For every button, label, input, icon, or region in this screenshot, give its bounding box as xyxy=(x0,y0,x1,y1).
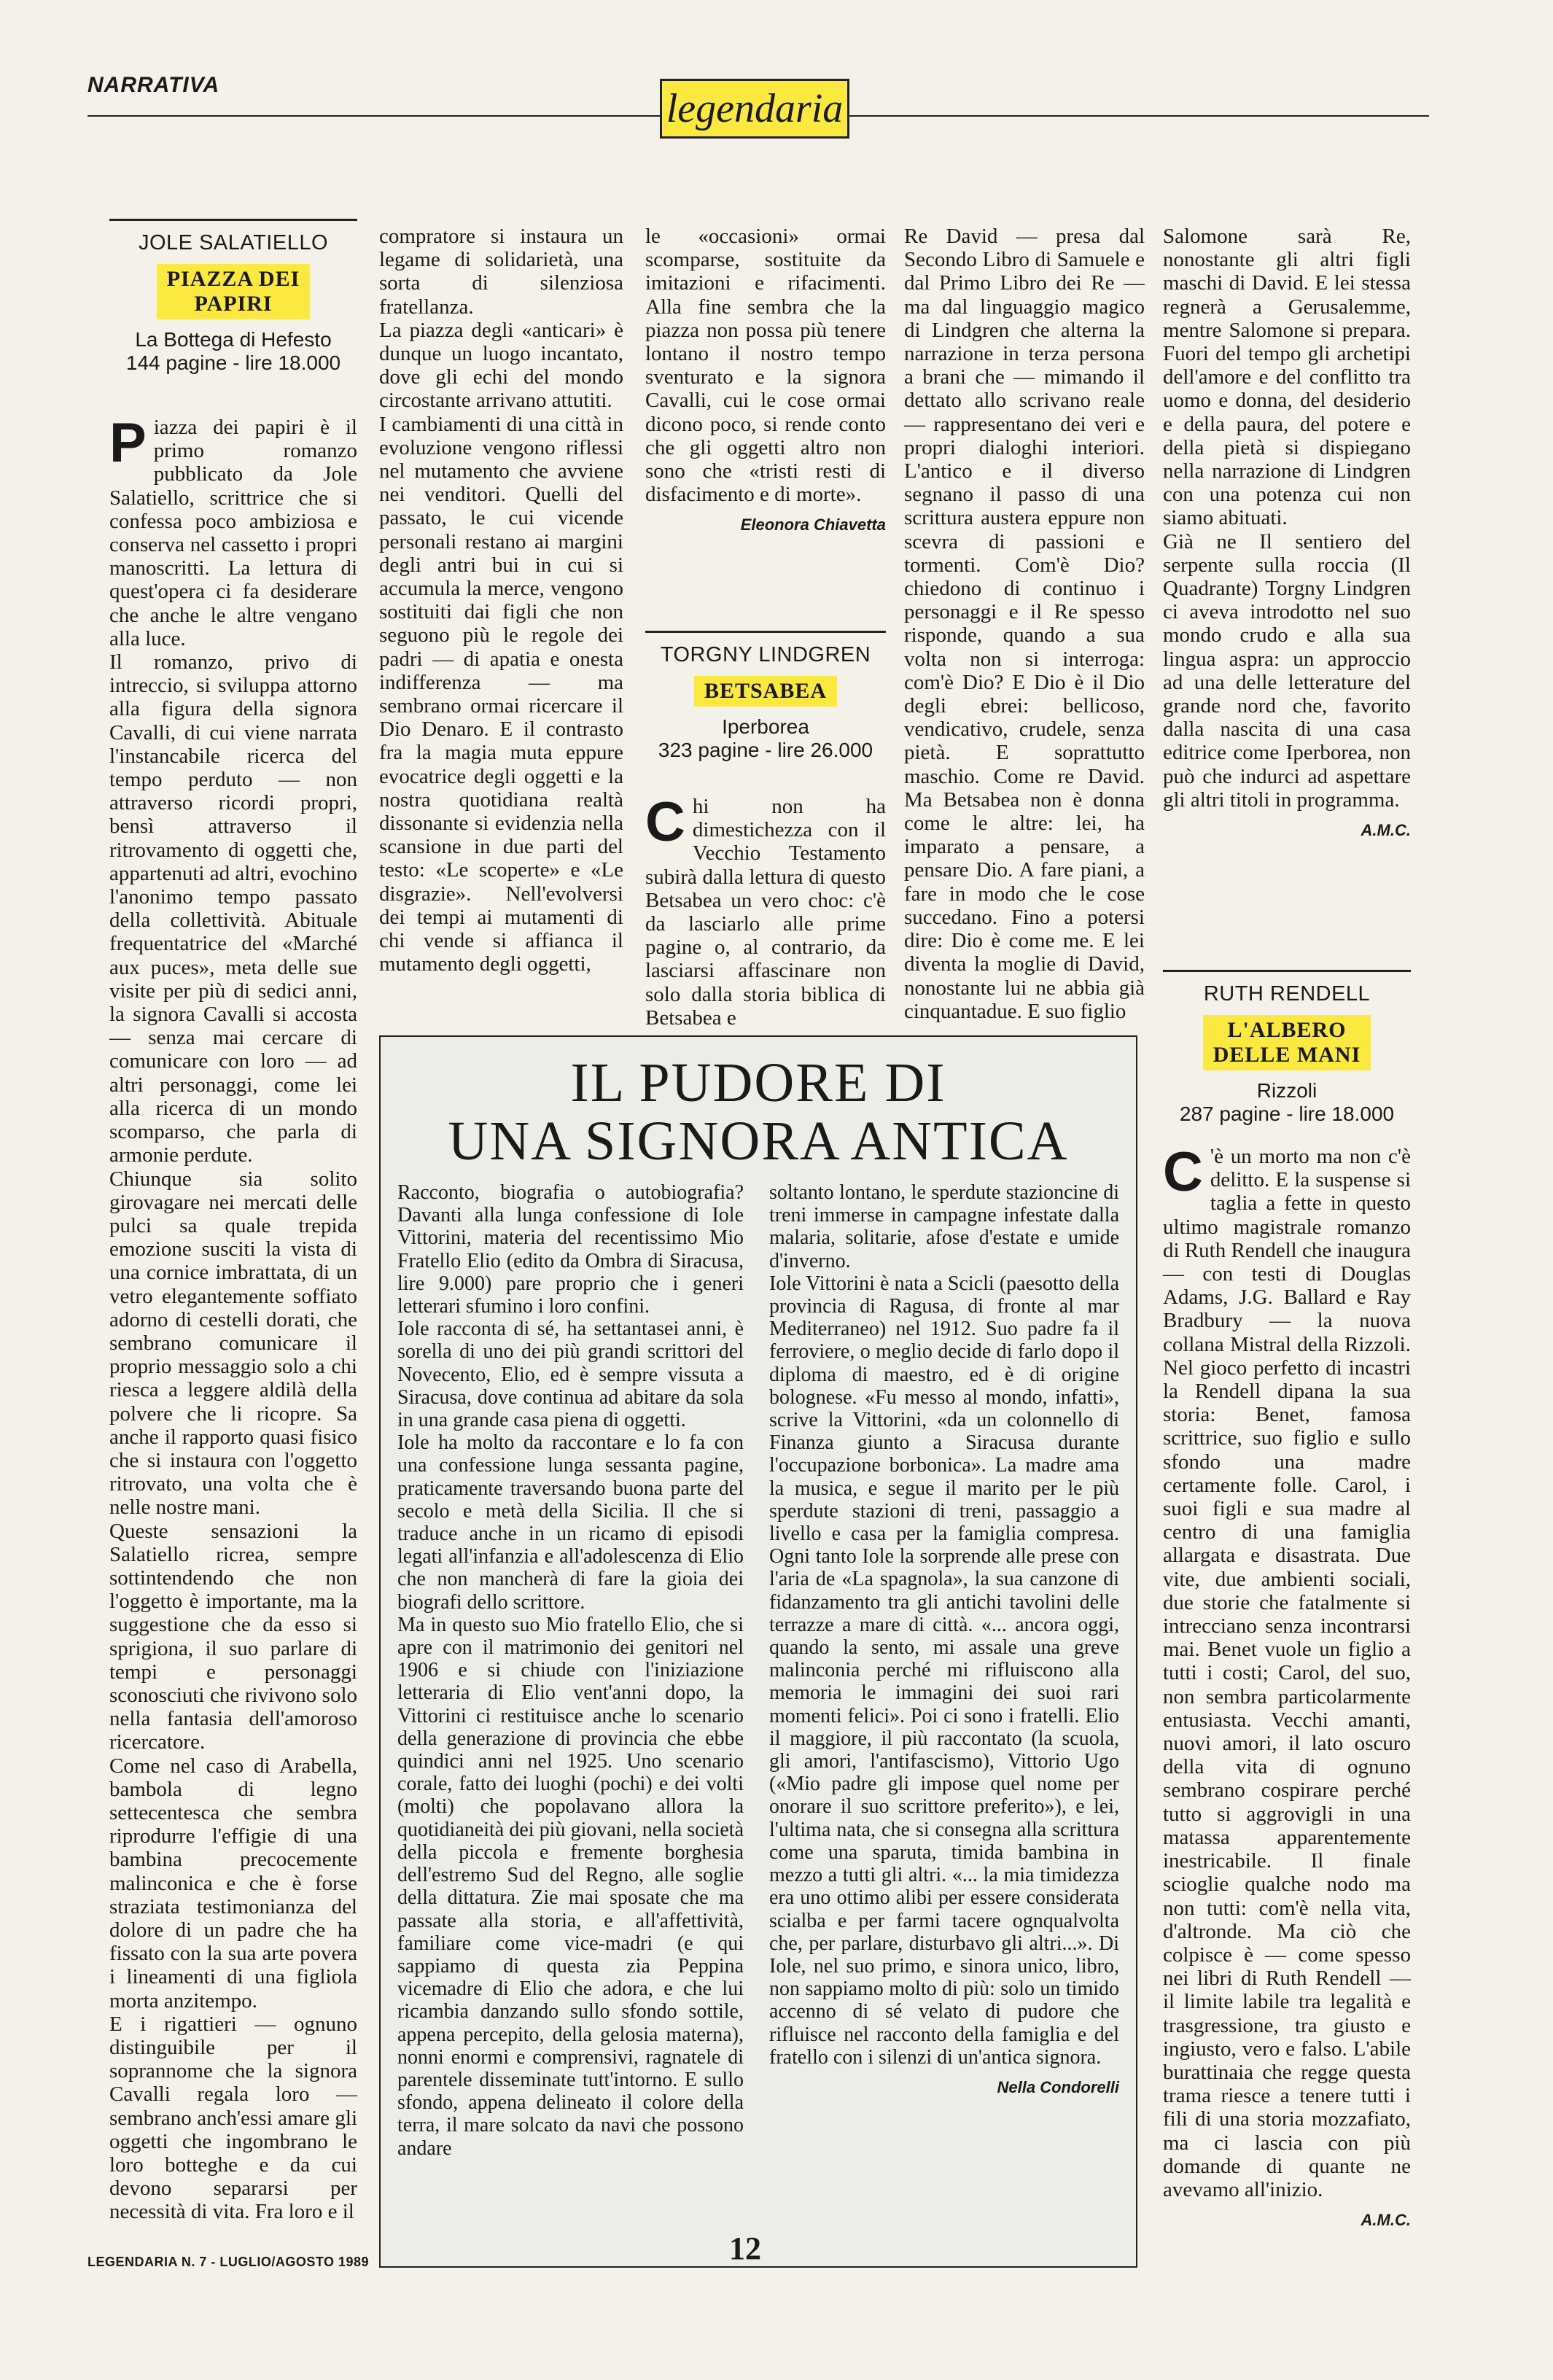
book-title: BETSABEA xyxy=(694,676,837,707)
paragraph: Già ne Il sentiero del serpente sulla roccia (Il Quadrante) Torgny Lindgren ci aveva introdotto nel suo mondo crudo e alla sua lingua aspra: un approccio ad una delle letterature del grande nord che, favorito dalla nascita di una casa editrice come Iperborea, non può che indurci ad aspettare gli altri titoli in programma. xyxy=(1163,529,1411,812)
book-title xyxy=(157,264,311,319)
review-column-3 xyxy=(645,225,886,575)
book-details: 323 pagine - lire 26.000 xyxy=(658,739,873,761)
review-column-5b xyxy=(1163,1141,1411,2253)
book-publisher: La Bottega di Hefesto xyxy=(135,328,332,351)
paragraph: Chiunque sia solito girovagare nei mercati delle pulci sa quale trepida emozione susciti la vista di una cornice imbrattata, di un vetro elegantemente soffiato adorno di cestelli dorati, che sembrano comunicare il proprio messaggio solo a chi riesca a leggere aldilà della polvere che li ricopre. Sa anche il rapporto quasi fisico che si instaura con l'oggetto ritrovato, una volta che è nelle nostre mani. xyxy=(109,1167,357,1520)
author-signature: Eleonora Chiavetta xyxy=(740,516,886,534)
book-details: 287 pagine - lire 18.000 xyxy=(1179,1102,1395,1125)
review-column-2 xyxy=(379,225,623,1012)
paragraph: Iole racconta di sé, ha settantasei anni, è sorella di uno dei più grandi scrittori del Novecento, Elio, ed è sempre vissuta a Siracusa, dove continua ad abitare da sola in una grande casa piena di oggetti. xyxy=(397,1318,744,1432)
section-label: NARRATIVA xyxy=(87,73,220,97)
review-column-1 xyxy=(109,412,357,2246)
paragraph: Salomone sarà Re, nonostante gli altri figli maschi di David. E lei stessa regnerà a Gerusalemme, mentre Salomone si prepara. Fuori del tempo gli archetipi dell'amore e del conflitto tra uomo e donna, del desiderio e della paura, del potere e della pietà si dispiegano nella narrazione di Lindgren con una potenza cui non siamo abituati. xyxy=(1163,225,1411,530)
book-title xyxy=(1203,1015,1371,1070)
author-signature: Nella Condorelli xyxy=(997,2077,1119,2096)
book-publisher: Iperborea xyxy=(722,715,809,738)
feature-title-line: IL PUDORE DI xyxy=(570,1052,946,1113)
book-info-lindgren xyxy=(645,631,886,762)
book-rule xyxy=(1163,970,1411,972)
paragraph: 'è un morto ma non c'è delitto. E la suspense si taglia a fette in questo ultimo magistrale romanzo di Ruth Rendell che inaugura — con testi di Douglas Adams, J.G. Ballard e Ray Bradbury — la nuova collana Mistral della Rizzoli. Nel gioco perfetto di incastri la Rendell dipana la sua storia: Benet, famosa scrittrice, suo figlio e sullo sfondo una madre certamente folle. Carol, i suoi figli e sua madre al centro di una famiglia allargata e disastrata. Due vite, due ambienti sociali, due storie che fatalmente si intrecciano senza incontrarsi mai. Benet vuole un figlio a tutti i costi; Carol, del suo, non sembra particolarmente entusiasta. Vecchi amanti, nuovi amori, il lato oscuro della vita di ognuno sembrano cospirare perché tutto si aggrovigli in una matassa apparentemente inestricabile. Il finale scioglie qualche nodo ma non tutti: com'è nella vita, d'altronde. Ma ciò che colpisce è — come spesso nei libri di Ruth Rendell — il limite labile tra legalità e trasgressione, tra giusto e ingiusto, vero e falso. L'abile burattinaia che regge questa trama riesce a tenere tutti i fili di una storia mozzafiato, ma ci lascia con più domande di quante ne avevamo all'inizio. xyxy=(1163,1145,1411,2201)
paragraph: soltanto lontano, le sperdute stazioncine di treni immerse in campagne infestate dalla malaria, solitarie, afose d'estate e umide d'inverno. xyxy=(769,1181,1119,1272)
page-number: 12 xyxy=(729,2231,761,2266)
feature-title-line: UNA SIGNORA ANTICA xyxy=(448,1111,1069,1172)
book-author: RUTH RENDELL xyxy=(1203,982,1371,1006)
book-info-rendell xyxy=(1163,970,1411,1126)
paragraph: E i rigattieri — ognuno distinguibile per il soprannome che la signora Cavalli regala loro — sembrano anch'essi amare gli oggetti che ingombrano le loro botteghe e da cui devono separarsi per necessità di vita. Fra loro e il xyxy=(109,2012,357,2224)
book-title-line: PAPIRI xyxy=(194,292,273,316)
paragraph: hi non ha dimestichezza con il Vecchio Testamento subirà dalla lettura di questo Betsabea un vero choc: c'è da lasciarlo alle prime pagine o, al contrario, da lasciarsi affascinare non solo dalla storia biblica di Betsabea e xyxy=(645,795,886,1030)
feature-column-2 xyxy=(769,1181,1119,2253)
book-info-salatiello xyxy=(109,219,357,375)
book-details: 144 pagine - lire 18.000 xyxy=(125,351,341,374)
paragraph: Ma in questo suo Mio fratello Elio, che si apre con il matrimonio dei genitori nel 1906 e si chiude con l'iniziazione letteraria di Elio vent'anni dopo, la Vittorini ci restituisce anche lo scenario della generazione di provincia che ebbe quindici anni nel 1925. Uno scenario corale, fatto dei luoghi (pochi) e dei volti (molti) che popolavano allora la quotidianeità dei più giovani, nella società della piccola e fremente borghesia dell'estremo Sud del Regno, alle soglie della dittatura. Zie mai sposate che ma passate alla storia, e all'affettività, familiare come vice-madri (e qui sappiamo di questa zia Peppina vicemadre di Elio che adora, e che lui ricambia danzando sullo sfondo sottile, appena percepito, della gelosia materna), nonni enormi e comprensivi, ragnatele di parentele disseminate tutt'intorno. E sullo sfondo, appena delineato il colore della terra, il mare solcato da navi che possono andare xyxy=(397,1613,744,2160)
book-author: TORGNY LINDGREN xyxy=(660,643,871,666)
book-rule xyxy=(109,219,357,221)
book-title-line: PIAZZA DEI xyxy=(166,267,300,291)
book-title-line: L'ALBERO xyxy=(1227,1018,1347,1042)
book-author: JOLE SALATIELLO xyxy=(138,231,329,254)
review-column-4 xyxy=(904,225,1145,1023)
author-signature: A.M.C. xyxy=(1361,821,1411,840)
paragraph: Iole ha molto da raccontare e lo fa con una confessione lunga sessanta pagine, praticamente traversando buona parte del secolo e metà della Sicilia. Il che si traduce anche in un ricamo di episodi legati all'infanzia e all'adolescenza di Elio che non mancherà di fare la gioia dei biografi dello scrittore. xyxy=(397,1431,744,1614)
review-column-5 xyxy=(1163,225,1411,881)
paragraph: iazza dei papiri è il primo romanzo pubblicato da Jole Salatiello, scrittrice che si confessa poco ambiziosa e conserva nel cassetto i propri manoscritti. La lettura di quest'opera ci fa desiderare che anche le altre vengano alla luce. xyxy=(109,416,357,650)
paragraph: le «occasioni» ormai scomparse, sostituite da imitazioni e rifacimenti. Alla fine sembra che la piazza non possa più tenere lontano il nostro tempo sventurato e la signora Cavalli, cui le cose ormai dicono poco, si rende conto che gli oggetti altro non sono che «tristi resti di disfacimento e di morte». xyxy=(645,225,886,507)
footer-issue: LEGENDARIA N. 7 - LUGLIO/AGOSTO 1989 xyxy=(87,2255,370,2269)
author-signature: A.M.C. xyxy=(1361,2211,1411,2230)
review-column-3b xyxy=(645,791,886,1030)
book-publisher: Rizzoli xyxy=(1256,1079,1317,1102)
paragraph: compratore si instaura un legame di solidarietà, una sorta di silenziosa fratellanza. xyxy=(379,225,623,319)
feature-title xyxy=(379,1054,1137,1170)
paragraph: Re David — presa dal Secondo Libro di Samuele e dal Primo Libro dei Re — ma dal linguaggio magico di Lindgren che alterna la narrazione in terza persona a brani che — mimando il dettato allo scrivano reale — rappresentano dei veri e propri dialoghi interiori. L'antico e il diverso segnano il passo di una scrittura austera eppure non scevra di passioni e tormenti. Com'è Dio? chiedono di continuo i personaggi e il Re spesso risponde, quando a sua volta non si interroga: com'è Dio? E Dio è il Dio degli ebrei: bellicoso, vendicativo, crudele, senza pietà. E soprattutto maschio. Come re David. Ma Betsabea non è donna come le altre: lei, ha imparato a pensare, a pensare Dio. A fare piani, a fare in modo che le cose succedano. Fino a potersi dire: Dio è come me. E lei diventa la moglie di David, nonostante lui ne abbia già cinquantadue. E suo figlio xyxy=(904,225,1145,1023)
drop-cap: P xyxy=(109,412,147,474)
paragraph: I cambiamenti di una città in evoluzione vengono riflessi nel mutamento che avviene nei venditori. Quelli del passato, le cui vicende personali restano ai margini degli antri bui in cui si accumula la merce, vengono sostituiti dai figli che non seguono più le regole dei padri — di apatia e onesta indifferenza — ma sembrano ormai ricercare il Dio Denaro. E il contrasto fra la magia muta eppure evocatrice degli oggetti e la nostra quotidiana realtà dissonante si evidenzia nella scansione in due parti del testo: «Le scoperte» e «Le disgrazie». Nell'evolversi dei tempi ai mutamenti di chi vende si affianca il mutamento degli oggetti, xyxy=(379,412,623,976)
paragraph: Il romanzo, privo di intreccio, si sviluppa attorno alla figura della signora Cavalli, di cui viene narrata l'instancabile ricerca del tempo perduto — non attraverso ricordi propri, bensì attraverso il ritrovamento di oggetti che, appartenuti ad altri, evochino l'anonimo tempo passato della collettività. Abituale frequentatrice del «Marché aux puces», meta delle sue visite per più di sedici anni, la signora Cavalli si accosta — senza mai cercare di comunicare con loro — ad altri personaggi, come lei alla ricerca di un mondo scomparso, che parla di armonie perdute. xyxy=(109,650,357,1167)
drop-cap: C xyxy=(1163,1141,1203,1203)
paragraph: Come nel caso di Arabella, bambola di legno settecentesca che sembra riprodurre l'effigie di una bambina precocemente malinconica e che è forse straziata testimonianza del dolore di un padre che ha fissato con la sua arte povera i lineamenti di una figliola morta anzitempo. xyxy=(109,1754,357,2012)
magazine-logo: legendaria xyxy=(660,79,849,139)
paragraph: Iole Vittorini è nata a Scicli (paesotto della provincia di Ragusa, di fronte al mar Mediterraneo) nel 1912. Suo padre fa il ferroviere, o meglio decide di farlo dopo il diploma di maestro, ed è di origine bolognese. «Fu messo al mondo, infatti», scrive la Vittorini, «da un colonnello di Finanza giunto a Siracusa durante l'occupazione borbonica». La madre ama la musica, e segue il marito per le più sperdute stazioni di treni, passaggio a livello e casa per la famiglia compresa. Ogni tanto Iole la sorprende alle prese con l'aria de «La spagnola», la sua canzone di fidanzamento tra gli antichi tavolini delle terrazze a mare di città. «... ancora oggi, quando la sento, mi assale una greve malinconia perché mi rifluiscono alla memoria le immagini dei suoi rari momenti felici». Poi ci sono i fratelli. Elio il maggiore, il più raccontato (la scuola, gli amori, l'antifascismo), Vittorio Ugo («Mio padre gli impose quel nome per onorare il suo scrittore preferito»), e lei, l'ultima nata, che si consegna alla scrittura come una sparuta, timida bambina in mezzo a tutti gli altri. «... la mia timidezza era uno ottimo alibi per essere considerata scialba e per farmi tacere ognqualvolta che, per parlare, disturbavo gli altri...». Di Iole, nel suo primo, e sinora unico, libro, non sappiamo molto di più: solo un timido accenno di sé velato di pudore che rifluisce nel racconto della famiglia e del fratello con i silenzi di un'antica signora. xyxy=(769,1272,1119,2069)
paragraph: Queste sensazioni la Salatiello ricrea, sempre sottintendendo che non l'oggetto è importante, ma la suggestione che da esso si sprigiona, il suo parlare di tempi e personaggi sconosciuti che rivivono solo nella fantasia dell'amoroso ricercatore. xyxy=(109,1519,357,1754)
book-title-line: DELLE MANI xyxy=(1213,1043,1361,1067)
book-rule xyxy=(645,631,886,633)
drop-cap: C xyxy=(645,791,685,853)
feature-column-1 xyxy=(397,1181,744,2253)
paragraph: Racconto, biografia o autobiografia? Davanti alla lunga confessione di Iole Vittorini, materia del recentissimo Mio Fratello Elio (edito da Ombra di Siracusa, lire 9.000) pare proprio che i generi letterari sfumino i loro confini. xyxy=(397,1181,744,1318)
paragraph: La piazza degli «anticari» è dunque un luogo incantato, dove gli echi del mondo circostante arrivano attutiti. xyxy=(379,318,623,413)
